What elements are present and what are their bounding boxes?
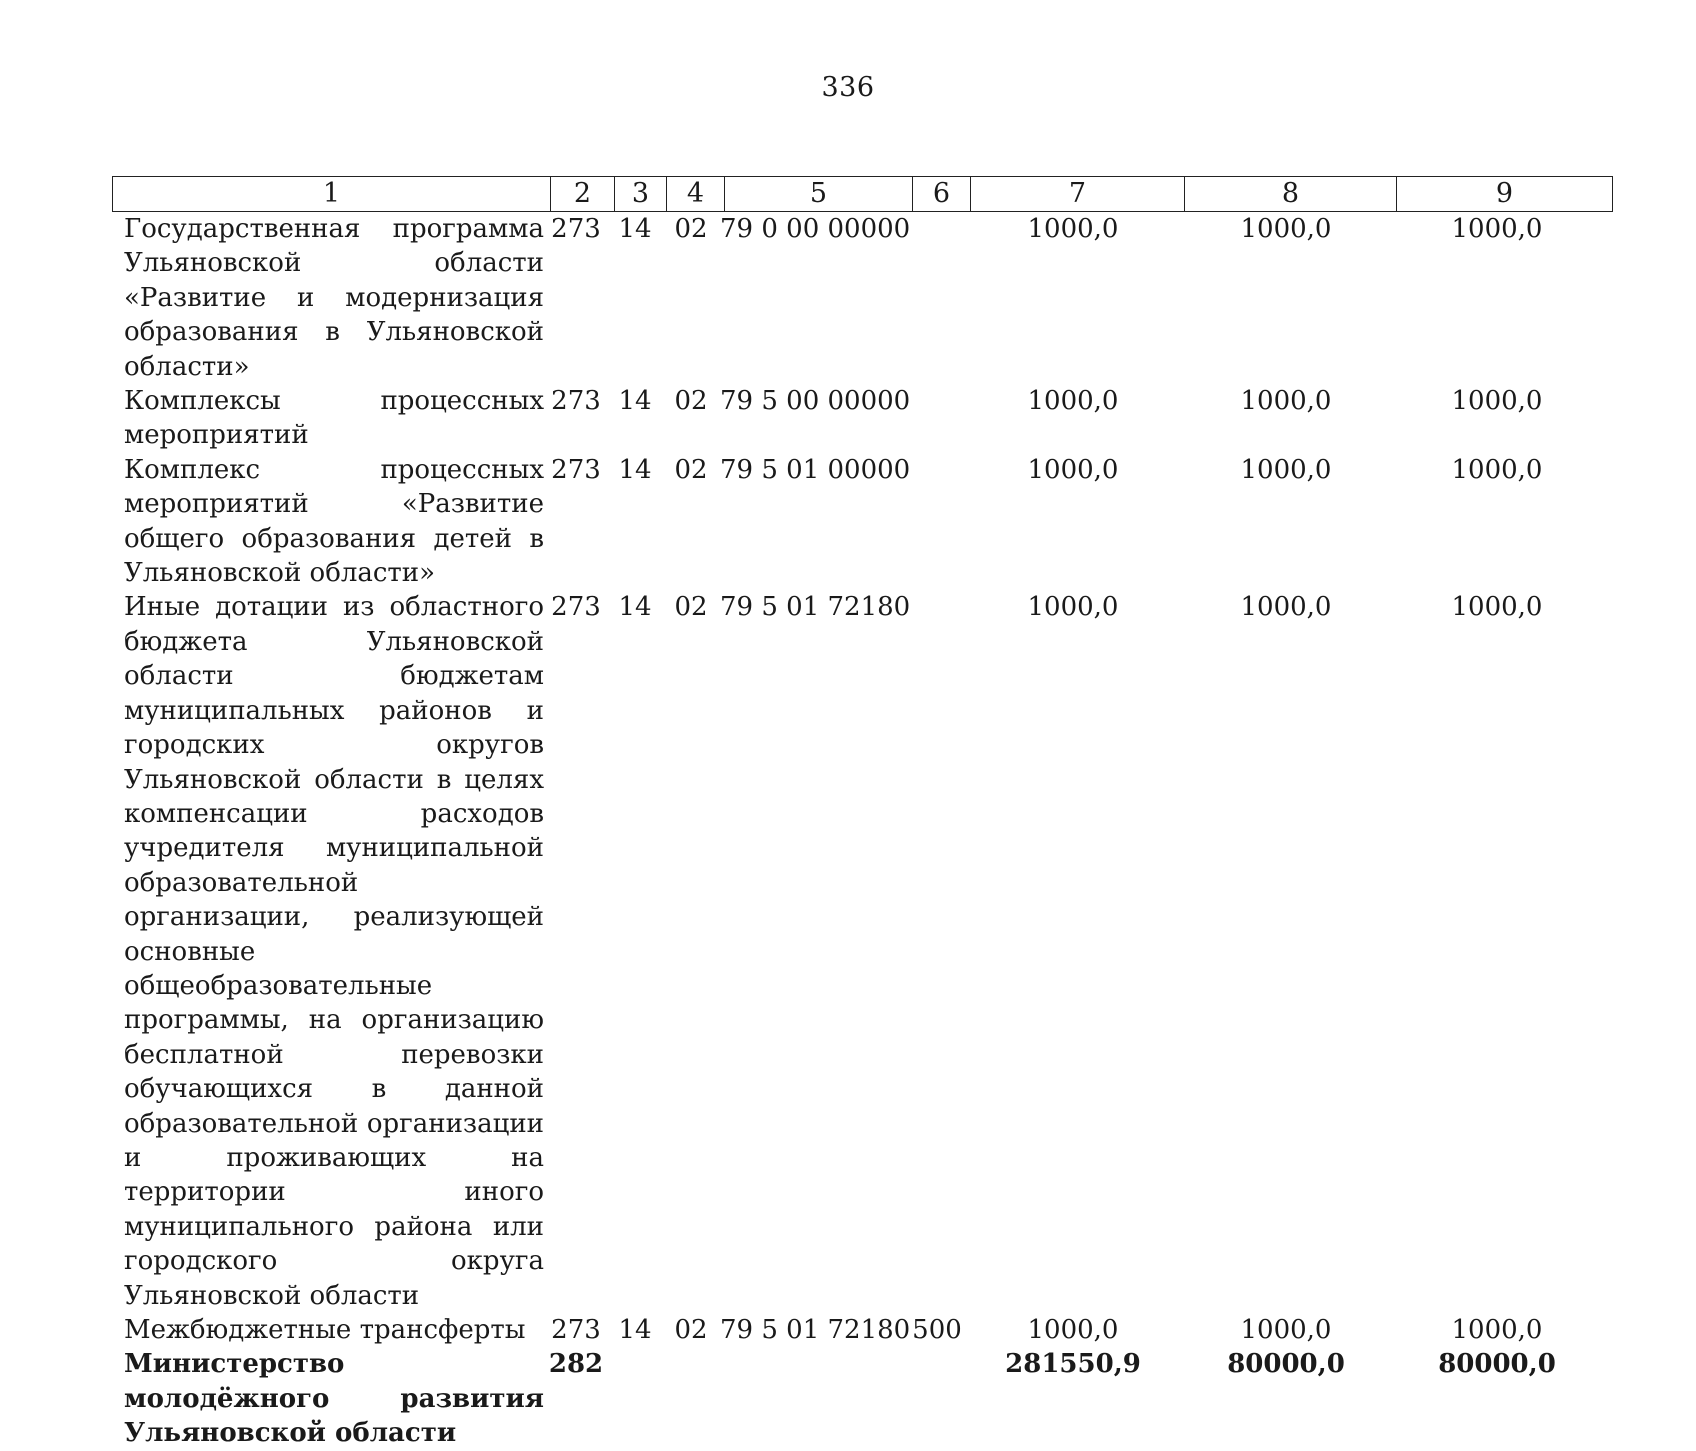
row-col8: 1000,0 — [1240, 592, 1332, 623]
column-header-2: 2 — [551, 177, 615, 212]
row-col5: 79 5 01 72180 — [720, 592, 911, 623]
row-col2: 273 — [551, 1315, 601, 1345]
row-col2: 282 — [548, 1349, 604, 1380]
row-col2: 273 — [551, 214, 601, 244]
row-col9: 1000,0 — [1451, 1315, 1543, 1345]
page-number: 336 — [821, 72, 875, 103]
table-row — [112, 453, 1612, 591]
row-col7: 1000,0 — [1027, 386, 1119, 417]
row-col7: 1000,0 — [1027, 1315, 1119, 1345]
row-col6 — [908, 212, 966, 384]
row-name: Комплекс процессных мероприятий «Развитие общего образования детей в Ульяновской области» — [124, 454, 544, 589]
row-col3: 14 — [618, 454, 652, 485]
table-row — [112, 384, 1612, 453]
row-name: Министерство молодёжного развития Ульяновской области — [124, 1349, 544, 1449]
column-header-row — [113, 177, 1613, 212]
row-col5 — [720, 1347, 908, 1450]
table-row — [112, 590, 1612, 1313]
row-col3: 14 — [618, 214, 652, 244]
row-col6: 500 — [912, 1315, 962, 1345]
row-col5: 79 0 00 00000 — [720, 214, 911, 244]
column-header-3: 3 — [615, 177, 667, 212]
column-header-8: 8 — [1185, 177, 1397, 212]
row-col6 — [908, 590, 966, 1313]
row-name: Комплексы процессных мероприятий — [124, 386, 544, 451]
budget-table-body — [112, 212, 1612, 1451]
row-col9: 1000,0 — [1451, 214, 1543, 244]
column-header-table — [112, 176, 1613, 212]
row-col3: 14 — [618, 592, 652, 623]
row-col4: 02 — [674, 592, 708, 623]
row-col2: 273 — [551, 386, 601, 417]
row-col6 — [908, 384, 966, 453]
table-row-total — [112, 1347, 1612, 1450]
row-col5: 79 5 01 72180 — [720, 1315, 911, 1345]
row-col5: 79 5 01 00000 — [720, 454, 911, 485]
row-col3: 14 — [618, 386, 652, 417]
row-col8: 1000,0 — [1240, 386, 1332, 417]
row-col3 — [608, 1347, 662, 1450]
column-header-4: 4 — [667, 177, 725, 212]
row-col2: 273 — [551, 454, 601, 485]
column-header-5: 5 — [725, 177, 913, 212]
row-col9: 1000,0 — [1451, 386, 1543, 417]
row-col8: 1000,0 — [1240, 1315, 1332, 1345]
row-col5: 79 5 00 00000 — [720, 386, 911, 417]
row-col3: 14 — [618, 1315, 652, 1345]
column-header-6: 6 — [913, 177, 971, 212]
row-col4: 02 — [674, 214, 708, 244]
table-row — [112, 212, 1612, 384]
table-row — [112, 1313, 1612, 1347]
row-col7: 1000,0 — [1027, 454, 1119, 485]
column-header-1: 1 — [113, 177, 551, 212]
column-header-9: 9 — [1397, 177, 1613, 212]
row-name: Иные дотации из областного бюджета Ульяновской области бюджетам муниципальных районов и городских округов Ульяновской области в целях компенсации расходов учредителя муниципальной образовательной организации, реализующей основные общеобразовательные программы, на организацию бесплатной перевозки обучающихся в данной образовательной организации и проживающих на территории иного муниципального района или городского округа Ульяновской области — [124, 592, 544, 1311]
row-col9: 1000,0 — [1451, 592, 1543, 623]
row-name: Государственная программа Ульяновской области «Развитие и модернизация образования в Ульяновской области» — [124, 214, 544, 382]
row-col2: 273 — [551, 592, 601, 623]
row-col7: 1000,0 — [1027, 214, 1119, 244]
row-col4: 02 — [674, 1315, 708, 1345]
row-col9: 1000,0 — [1451, 454, 1543, 485]
row-col4: 02 — [674, 454, 708, 485]
row-col6 — [908, 1347, 966, 1450]
row-col7: 1000,0 — [1027, 592, 1119, 623]
row-col8: 1000,0 — [1240, 454, 1332, 485]
row-col9: 80000,0 — [1438, 1349, 1556, 1380]
row-name: Межбюджетные трансферты — [124, 1315, 526, 1345]
row-col6 — [908, 453, 966, 591]
row-col8: 80000,0 — [1227, 1349, 1345, 1380]
row-col4 — [662, 1347, 720, 1450]
row-col4: 02 — [674, 386, 708, 417]
column-header-7: 7 — [971, 177, 1185, 212]
row-col7: 281550,9 — [1005, 1349, 1141, 1380]
row-col8: 1000,0 — [1240, 214, 1332, 244]
